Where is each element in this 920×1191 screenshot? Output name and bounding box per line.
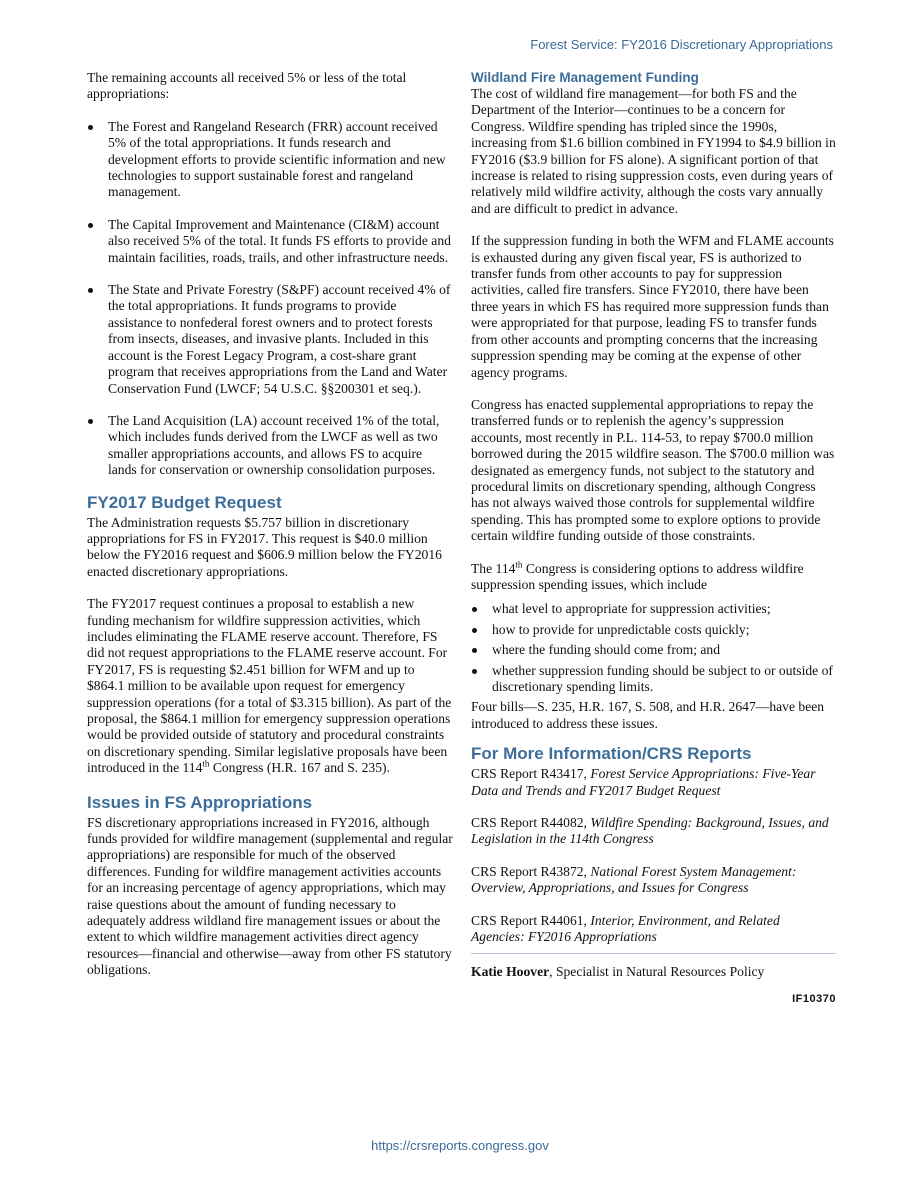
document-code: IF10370 xyxy=(792,992,836,1005)
running-header: Forest Service: FY2016 Discretionary Appropriations xyxy=(530,37,833,52)
list-item: how to provide for unpredictable costs quickly; xyxy=(471,622,836,638)
crs-report-ref: CRS Report R43872, National Forest System Management: Overview, Appropriations, and Issues for Congress xyxy=(471,863,797,896)
list-item: The Capital Improvement and Maintenance (CI&M) account also received 5% of the total. It funds FS efforts to provide and maintain facilities, roads, trails, and other infrastructure needs. xyxy=(87,217,453,266)
supplemental-paragraph: Congress has enacted supplemental appropriations to repay the transferred funds or to replenish the agency’s suppression accounts, most recently in P.L. 114-53, to repay $700.0 million borrowed during the 2015 wildfire season. The $700.0 million was designated as emergency funds, not subject to the statutory and procedural limits on discretionary spending, although Congress has not always waived those controls for supplemental wildfire spending. This has prompted some to explore options to provide certain wildfire funding outside of those constraints. xyxy=(471,396,835,544)
intro-paragraph: The remaining accounts all received 5% or less of the total appropriations: xyxy=(87,70,407,102)
crs-report-ref: CRS Report R44082, Wildfire Spending: Background, Issues, and Legislation in the 114th Congress xyxy=(471,815,829,847)
divider xyxy=(471,953,836,954)
wfm-paragraph: The cost of wildland fire management—for both FS and the Department of the Interior—continues to be a concern for Congress. Wildfire spending has tripled since the 1990s, increasing from $1.6 billion combined in FY1994 to $4.9 billion in FY2016 ($3.9 billion for FS alone). A significant portion of that increase is related to rising suppression costs, even during years of relatively mild wildfire activity, although the costs vary annually and are difficult to predict in advance. xyxy=(471,86,836,216)
right-column xyxy=(471,70,836,1007)
crs-report-ref: CRS Report R43417, Forest Service Appropriations: Five-Year Data and Trends and FY2017 Budget Request xyxy=(471,766,816,798)
list-item: The Forest and Rangeland Research (FRR) account received 5% of the total appropriations. It funds research and development efforts to provide scientific information and new technologies to support sustainable forest and rangeland management. xyxy=(87,119,453,201)
crs-report-ref: CRS Report R44061, Interior, Environment, and Related Agencies: FY2016 Appropriations xyxy=(471,912,780,945)
wildland-fire-heading: Wildland Fire Management Funding xyxy=(471,70,699,85)
accounts-list xyxy=(87,119,453,479)
bills-paragraph: Four bills—S. 235, H.R. 167, S. 508, and H.R. 2647—have been introduced to address these issues. xyxy=(471,699,825,731)
list-item: where the funding should come from; and xyxy=(471,642,836,658)
fire-transfers-paragraph: If the suppression funding in both the WFM and FLAME accounts is exhausted during any given fiscal year, FS is authorized to transfer funds from other accounts to pay for suppression activities, called fire transfers. Since FY2010, there have been three years in which FS has required more suppression funds than were appropriated for that purpose, leading FS to transfer funds from other accounts and prompting concerns that the increasing suppression spending may be coming at the expense of other agency programs. xyxy=(471,233,834,380)
budget-paragraph: The Administration requests $5.757 billion in discretionary appropriations for FS in FY2017. This request is $40.0 million below the FY2016 request and $606.9 million below the FY2016 enacted discretionary appropriations. xyxy=(87,514,442,579)
author-line: Katie Hoover, Specialist in Natural Resources Policy xyxy=(471,964,765,980)
budget-request-heading: FY2017 Budget Request xyxy=(87,492,282,512)
options-list xyxy=(471,601,836,695)
list-item: what level to appropriate for suppression activities; xyxy=(471,601,836,617)
more-info-heading: For More Information/CRS Reports xyxy=(471,744,752,764)
list-item: whether suppression funding should be subject to or outside of discretionary spending limits. xyxy=(471,663,836,696)
issues-paragraph: FS discretionary appropriations increased in FY2016, although funds provided for wildfire management (supplemental and regular appropriations) are responsible for much of the observed differences. Funding for wildfire management activities accounts for an increasing percentage of agency appropriations, which may raise questions about the amount of funding necessary to adequately address wildland fire management issues or about the extent to which wildfire management activities direct agency resources—financial and otherwise—away from other FS statutory obligations. xyxy=(87,814,453,978)
left-column xyxy=(87,70,453,979)
issues-heading: Issues in FS Appropriations xyxy=(87,792,313,812)
list-item: The Land Acquisition (LA) account received 1% of the total, which includes funds derived from the LWCF as well as two smaller appropriations accounts, and allows FS to acquire lands for conservation or ownership consolidation purposes. xyxy=(87,413,453,479)
list-item: The State and Private Forestry (S&PF) account received 4% of the total appropriations. It funds programs to provide assistance to nonfederal forest owners and to protect forests from insects, diseases, and invasive plants. Included in this account is the Forest Legacy Program, a cost-share grant program that receives appropriations from the Land and Water Conservation Fund (LWCF; 54 U.S.C. §§200301 et seq.). xyxy=(87,282,453,397)
congress-options-paragraph: The 114th Congress is considering options to address wildfire suppression spending issues, which include xyxy=(471,559,804,592)
footer-url[interactable]: https://crsreports.congress.gov xyxy=(371,1138,549,1153)
budget-proposal-paragraph: The FY2017 request continues a proposal to establish a new funding mechanism for wildfire suppression activities, which includes eliminating the FLAME reserve account. Therefore, FS did not request appropriations to the FLAME reserve account. For FY2017, FS is requesting $2.451 billion for WFM and up to $864.1 million to be available upon request for emergency suppression operations (for a total of $3.315 billion). As part of the proposal, the $864.1 million for emergency suppression operations would be provided outside of statutory and procedural constraints on discretionary spending. Similar legislative proposals have been introduced in the 114th Congress (H.R. 167 and S. 235). xyxy=(87,596,452,776)
